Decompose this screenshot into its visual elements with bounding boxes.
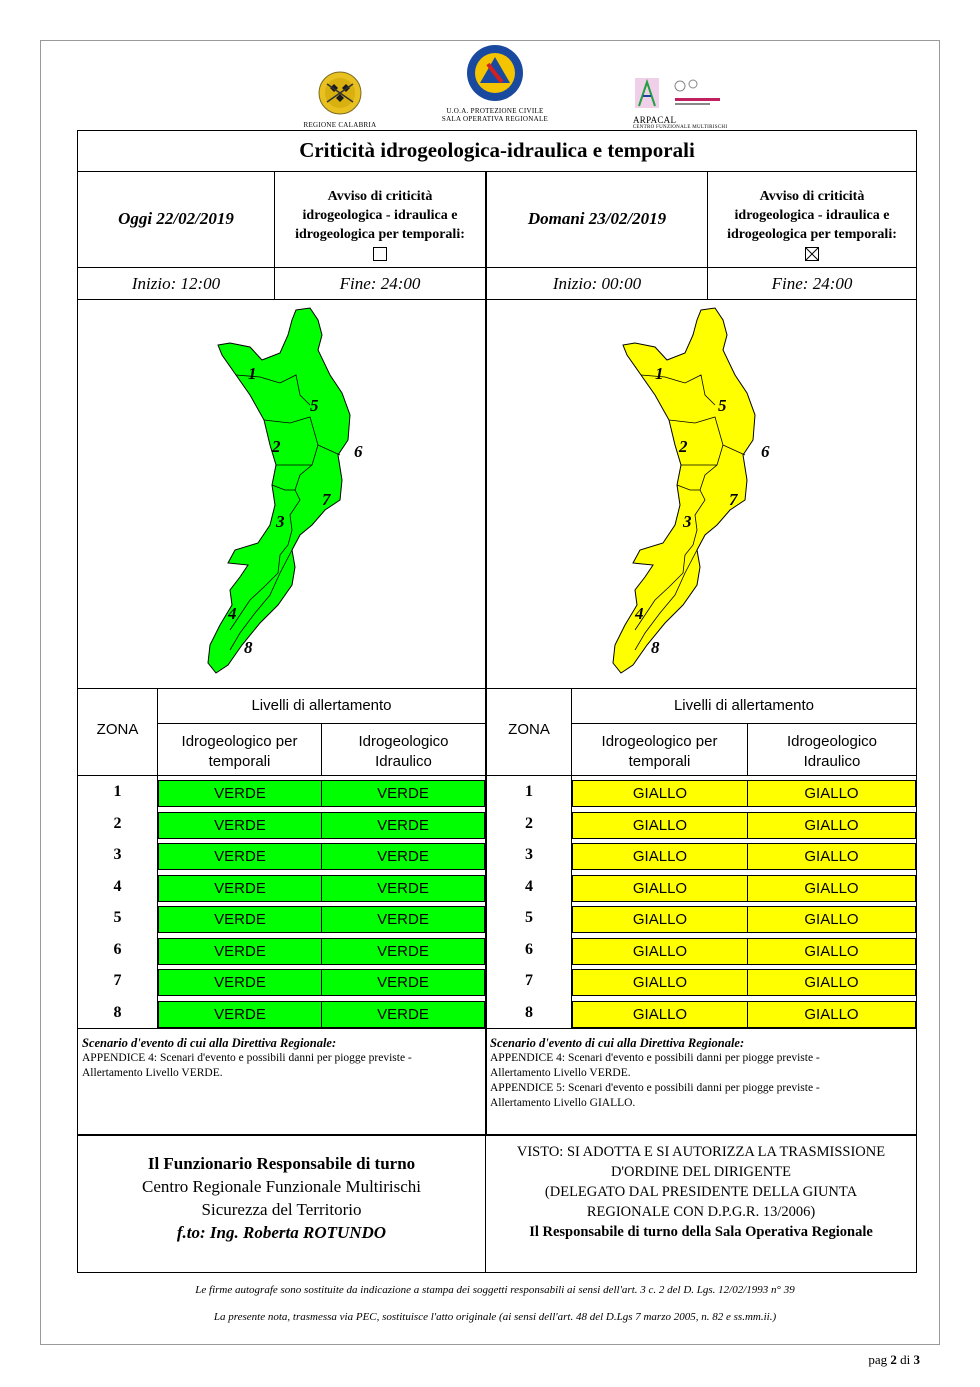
level-badge-temporali: GIALLO xyxy=(572,843,748,870)
map-zone-label: 6 xyxy=(354,442,363,461)
map-zone-label: 3 xyxy=(683,512,692,531)
map-zone-label: 7 xyxy=(322,490,331,509)
arpacal-emblem-icon xyxy=(625,76,735,110)
divider xyxy=(78,171,916,172)
signature-unit: Sicurezza del Territorio xyxy=(201,1200,362,1219)
protezione-civile-logo xyxy=(410,44,580,124)
today-col2-header xyxy=(322,732,485,772)
header-line: Idrogeologico xyxy=(786,733,878,750)
calabria-crest-icon xyxy=(300,70,380,116)
signature-block xyxy=(78,1152,485,1244)
level-badge-temporali: VERDE xyxy=(158,938,322,965)
zona-number: 7 xyxy=(525,972,533,989)
avviso-line: idrogeologica per temporali: xyxy=(727,227,897,242)
regione-calabria-logo xyxy=(300,70,380,128)
map-zone-label: 2 xyxy=(272,437,281,456)
zona-number: 1 xyxy=(525,783,533,800)
level-badge-idraulico: VERDE xyxy=(321,812,485,839)
tomorrow-fine: Fine: 24:00 xyxy=(771,274,853,293)
zona-number: 6 xyxy=(525,940,533,958)
level-badge-temporali: VERDE xyxy=(158,843,322,870)
visto-responsabile: Il Responsabile di turno della Sala Operativa Regionale xyxy=(529,1224,873,1240)
page-sep: di xyxy=(900,1352,911,1367)
protezione-civile-emblem-icon xyxy=(410,44,580,102)
level-badge-temporali: GIALLO xyxy=(572,938,748,965)
protezione-civile-label-1: U.O.A. PROTEZIONE CIVILE xyxy=(446,107,544,115)
level-badge-temporali: GIALLO xyxy=(572,1001,748,1028)
zona-number: 5 xyxy=(113,909,122,926)
visto-line: VISTO: SI ADOTTA E SI AUTORIZZA LA TRASMISSIONE xyxy=(516,1144,886,1160)
signature-name: f.to: Ing. Roberta ROTUNDO xyxy=(176,1223,387,1242)
level-badge-temporali: VERDE xyxy=(158,969,322,996)
level-badge-temporali: GIALLO xyxy=(572,875,748,902)
scenario-line: Allertamento Livello VERDE. xyxy=(490,1067,631,1079)
avviso-line: Avviso di criticità xyxy=(327,189,433,204)
visto-line: REGIONALE CON D.P.G.R. 13/2006) xyxy=(586,1204,816,1220)
divider xyxy=(571,723,916,724)
map-zone-label: 1 xyxy=(248,364,257,383)
page-current: 2 xyxy=(890,1352,897,1367)
scenario-line: Allertamento Livello VERDE. xyxy=(82,1067,223,1079)
today-scenario xyxy=(82,1036,482,1081)
level-badge-temporali: GIALLO xyxy=(572,969,748,996)
regione-calabria-label: REGIONE CALABRIA xyxy=(303,121,377,129)
tomorrow-avviso-checkbox[interactable] xyxy=(805,247,819,261)
map-zone-label: 5 xyxy=(718,396,727,415)
zona-number: 4 xyxy=(113,877,122,895)
zona-number: 6 xyxy=(113,940,122,958)
scenario-line: APPENDICE 4: Scenari d'evento e possibili danni per piogge previste - xyxy=(490,1052,820,1064)
arpacal-logo xyxy=(625,76,735,128)
tomorrow-date: Domani 23/02/2019 xyxy=(527,209,667,228)
scenario-line: APPENDICE 5: Scenari d'evento e possibili danni per piogge previste - xyxy=(490,1082,820,1094)
level-badge-temporali: GIALLO xyxy=(572,812,748,839)
tomorrow-scenario xyxy=(490,1036,914,1111)
header-line: Idrogeologico per xyxy=(601,733,718,750)
avviso-line: idrogeologica per temporali: xyxy=(295,227,465,242)
header-line: Idraulico xyxy=(375,753,432,770)
protezione-civile-label-2: SALA OPERATIVA REGIONALE xyxy=(441,115,549,123)
level-badge-temporali: VERDE xyxy=(158,875,322,902)
header-line: Idraulico xyxy=(803,753,861,770)
footer-note-1: Le firme autografe sono sostituite da indicazione a stampa dei soggetti responsabili ai sensi dell'art. 3 c. 2 del D. Lgs. 12/02/1993 n° 39 xyxy=(195,1284,795,1296)
level-badge-temporali: VERDE xyxy=(158,812,322,839)
tomorrow-calabria-map xyxy=(605,305,805,680)
tomorrow-avviso xyxy=(708,187,916,263)
avviso-line: idrogeologica - idraulica e xyxy=(734,208,890,223)
zona-number: 5 xyxy=(525,909,533,926)
footer-note-2: La presente nota, trasmessa via PEC, sostituisce l'atto originale (ai sensi dell'art. 48 del D.Lgs 7 marzo 2005, n. 82 e ss.mm.ii.) xyxy=(213,1311,777,1323)
level-badge-idraulico: GIALLO xyxy=(747,1001,916,1028)
map-zone-label: 3 xyxy=(276,512,285,531)
divider xyxy=(78,775,916,776)
signature-title: Il Funzionario Responsabile di turno xyxy=(147,1154,416,1173)
scenario-title: Scenario d'evento di cui alla Direttiva Regionale: xyxy=(82,1036,337,1050)
level-badge-idraulico: GIALLO xyxy=(747,938,916,965)
divider xyxy=(78,688,916,689)
level-badge-idraulico: VERDE xyxy=(321,906,485,933)
divider xyxy=(78,1134,916,1136)
arpacal-label: ARPACAL xyxy=(633,115,677,125)
header-line: Idrogeologico per xyxy=(181,733,298,750)
scenario-line: APPENDICE 4: Scenari d'evento e possibili danni per piogge previste - xyxy=(82,1052,412,1064)
map-zone-label: 5 xyxy=(310,396,319,415)
tomorrow-inizio: Inizio: 00:00 xyxy=(552,274,642,293)
today-livelli-header: Livelli di allertamento xyxy=(251,697,392,714)
level-badge-idraulico: VERDE xyxy=(321,875,485,902)
arpacal-sublabel: CENTRO FUNZIONALE MULTIRISCHI xyxy=(632,125,728,130)
map-zone-label: 4 xyxy=(228,604,237,623)
level-badge-idraulico: GIALLO xyxy=(747,906,916,933)
divider xyxy=(78,299,916,300)
header-line: temporali xyxy=(208,753,271,770)
visto-line: D'ORDINE DEL DIRIGENTE xyxy=(610,1164,792,1180)
map-zone-label: 1 xyxy=(655,364,664,383)
today-zona-header: ZONA xyxy=(96,721,139,738)
zona-number: 8 xyxy=(525,1003,533,1021)
zona-number: 2 xyxy=(113,814,122,832)
scenario-line: Allertamento Livello GIALLO. xyxy=(490,1097,636,1109)
avviso-line: Avviso di criticità xyxy=(759,189,865,204)
today-calabria-map xyxy=(200,305,363,680)
today-avviso xyxy=(275,187,485,263)
page-total: 3 xyxy=(913,1352,920,1367)
zona-number: 2 xyxy=(525,814,533,832)
level-badge-temporali: GIALLO xyxy=(572,780,748,807)
checked-x-icon xyxy=(806,248,818,260)
level-badge-idraulico: GIALLO xyxy=(747,812,916,839)
map-zone-label: 7 xyxy=(729,490,738,509)
page-prefix: pag xyxy=(868,1352,888,1367)
map-zone-label: 4 xyxy=(635,604,644,623)
level-badge-idraulico: GIALLO xyxy=(747,780,916,807)
visto-block xyxy=(486,1142,916,1242)
today-inizio: Inizio: 12:00 xyxy=(131,274,221,293)
level-badge-idraulico: VERDE xyxy=(321,969,485,996)
level-badge-idraulico: VERDE xyxy=(321,938,485,965)
level-badge-temporali: VERDE xyxy=(158,1001,322,1028)
page-title: Criticità idrogeologica-idraulica e temporali xyxy=(299,138,695,162)
zona-number: 3 xyxy=(113,846,122,863)
today-fine: Fine: 24:00 xyxy=(339,274,421,293)
tomorrow-zona-header: ZONA xyxy=(508,721,550,738)
level-badge-idraulico: GIALLO xyxy=(747,875,916,902)
map-zone-label: 6 xyxy=(761,442,770,461)
level-badge-idraulico: GIALLO xyxy=(747,843,916,870)
zona-number: 3 xyxy=(525,846,533,863)
divider xyxy=(78,1028,916,1029)
level-badge-temporali: VERDE xyxy=(158,780,322,807)
zona-number: 4 xyxy=(525,877,533,895)
map-zone-label: 8 xyxy=(651,638,660,657)
level-badge-idraulico: GIALLO xyxy=(747,969,916,996)
tomorrow-col2-header xyxy=(748,732,916,772)
zona-number: 1 xyxy=(113,783,122,800)
map-zone-label: 8 xyxy=(244,638,253,657)
level-badge-idraulico: VERDE xyxy=(321,1001,485,1028)
level-badge-temporali: VERDE xyxy=(158,906,322,933)
zona-number: 7 xyxy=(113,972,122,989)
tomorrow-livelli-header: Livelli di allertamento xyxy=(673,697,815,714)
level-badge-idraulico: VERDE xyxy=(321,780,485,807)
avviso-line: idrogeologica - idraulica e xyxy=(302,208,458,223)
header-line: temporali xyxy=(628,753,691,770)
today-date: Oggi 22/02/2019 xyxy=(118,209,234,228)
level-badge-temporali: GIALLO xyxy=(572,906,748,933)
today-avviso-checkbox[interactable] xyxy=(373,247,387,261)
level-badge-idraulico: VERDE xyxy=(321,843,485,870)
signature-dept: Centro Regionale Funzionale Multirischi xyxy=(141,1177,422,1196)
divider xyxy=(78,267,916,268)
header-line: Idrogeologico xyxy=(358,733,449,750)
scenario-title: Scenario d'evento di cui alla Direttiva Regionale: xyxy=(490,1036,745,1050)
tomorrow-col1-header xyxy=(572,732,747,772)
map-zone-label: 2 xyxy=(679,437,688,456)
visto-line: (DELEGATO DAL PRESIDENTE DELLA GIUNTA xyxy=(544,1184,858,1200)
zona-number: 8 xyxy=(113,1003,122,1021)
today-col1-header xyxy=(158,732,321,772)
page-number xyxy=(830,1352,920,1368)
